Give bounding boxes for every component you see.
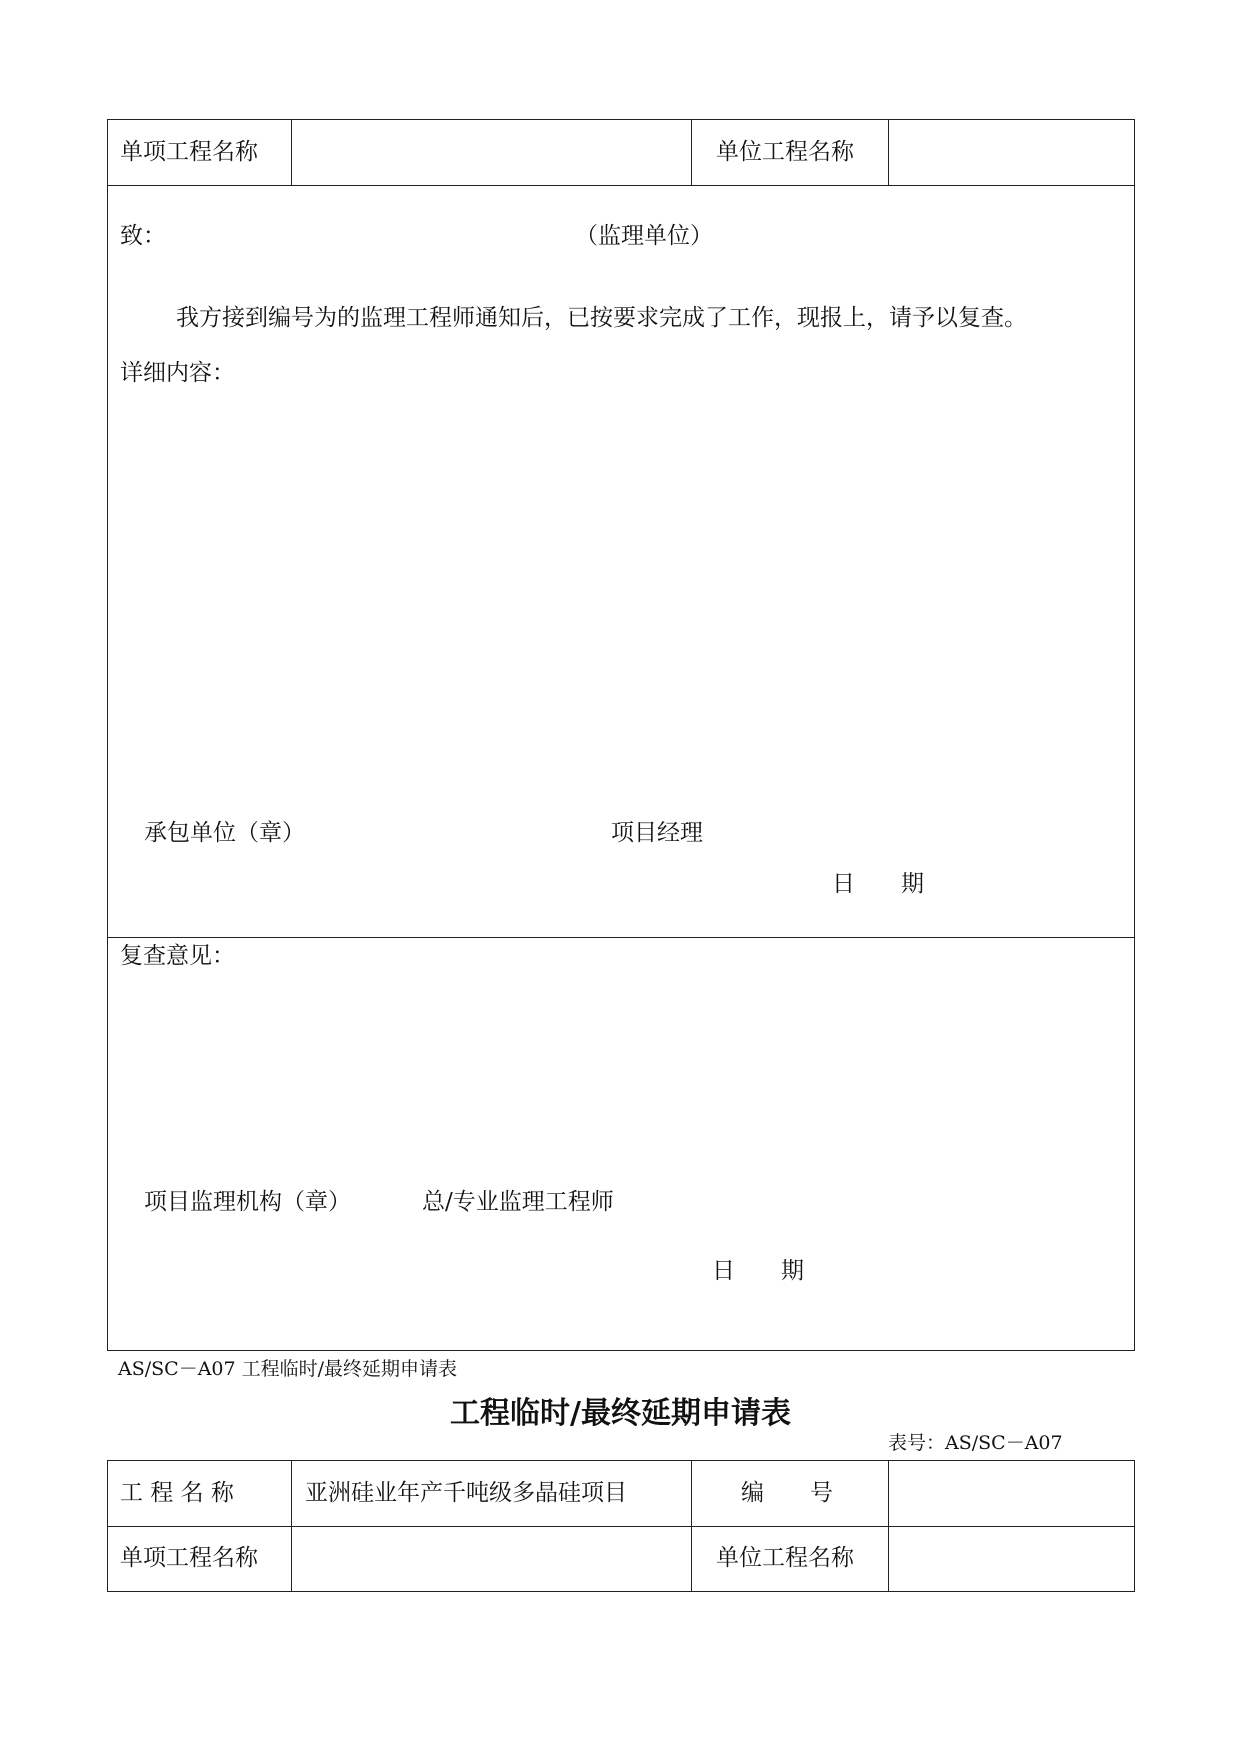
date-label-2: 日 期: [712, 1258, 804, 1284]
form2-row-divider: [107, 1526, 1135, 1527]
details-label: 详细内容：: [120, 360, 235, 386]
project-name-value[interactable]: 亚洲硅业年产千吨级多晶硅项目: [305, 1480, 627, 1506]
unit-project-name-label: 单位工程名称: [716, 139, 854, 165]
project-name-label: 工 程 名 称: [120, 1480, 234, 1506]
sub-project-name-value[interactable]: [305, 141, 675, 167]
contractor-stamp-label: 承包单位（章）: [144, 820, 305, 846]
supervision-org-stamp-label: 项目监理机构（章）: [144, 1189, 351, 1215]
date-label-1: 日 期: [832, 871, 924, 897]
form1-col-divider-1: [291, 119, 292, 186]
sub-project-name-label: 单项工程名称: [120, 139, 258, 165]
unit-project-name-value[interactable]: [902, 141, 1122, 167]
unit-project-name-value-2[interactable]: [902, 1547, 1122, 1573]
form-number: 表号：AS/SC－A07: [888, 1432, 1063, 1454]
to-label: 致：: [120, 223, 166, 249]
sub-project-name-label-2: 单项工程名称: [120, 1545, 258, 1571]
sub-project-name-value-2[interactable]: [305, 1547, 675, 1573]
form1-col-divider-3: [888, 119, 889, 186]
form2-col-divider-1: [291, 1460, 292, 1592]
form1-col-divider-2: [691, 119, 692, 186]
unit-project-name-label-2: 单位工程名称: [716, 1545, 854, 1571]
number-value[interactable]: [902, 1482, 1122, 1508]
supervising-engineer-label: 总/专业监理工程师: [422, 1189, 614, 1215]
form1-header-divider: [107, 185, 1135, 186]
body-text: 我方接到编号为的监理工程师通知后，已按要求完成了工作，现报上，请予以复查。: [176, 305, 1027, 331]
review-opinion-label: 复查意见：: [120, 943, 235, 969]
form1-table: [107, 119, 1135, 1351]
form-title: 工程临时/最终延期申请表: [450, 1396, 791, 1431]
supervisor-unit: （监理单位）: [575, 223, 713, 249]
number-label: 编 号: [741, 1480, 833, 1506]
project-manager-label: 项目经理: [611, 820, 703, 846]
form2-col-divider-2: [691, 1460, 692, 1592]
form-caption: AS/SC－A07 工程临时/最终延期申请表: [118, 1358, 458, 1380]
form2-col-divider-3: [888, 1460, 889, 1592]
form1-section-divider: [107, 937, 1135, 938]
